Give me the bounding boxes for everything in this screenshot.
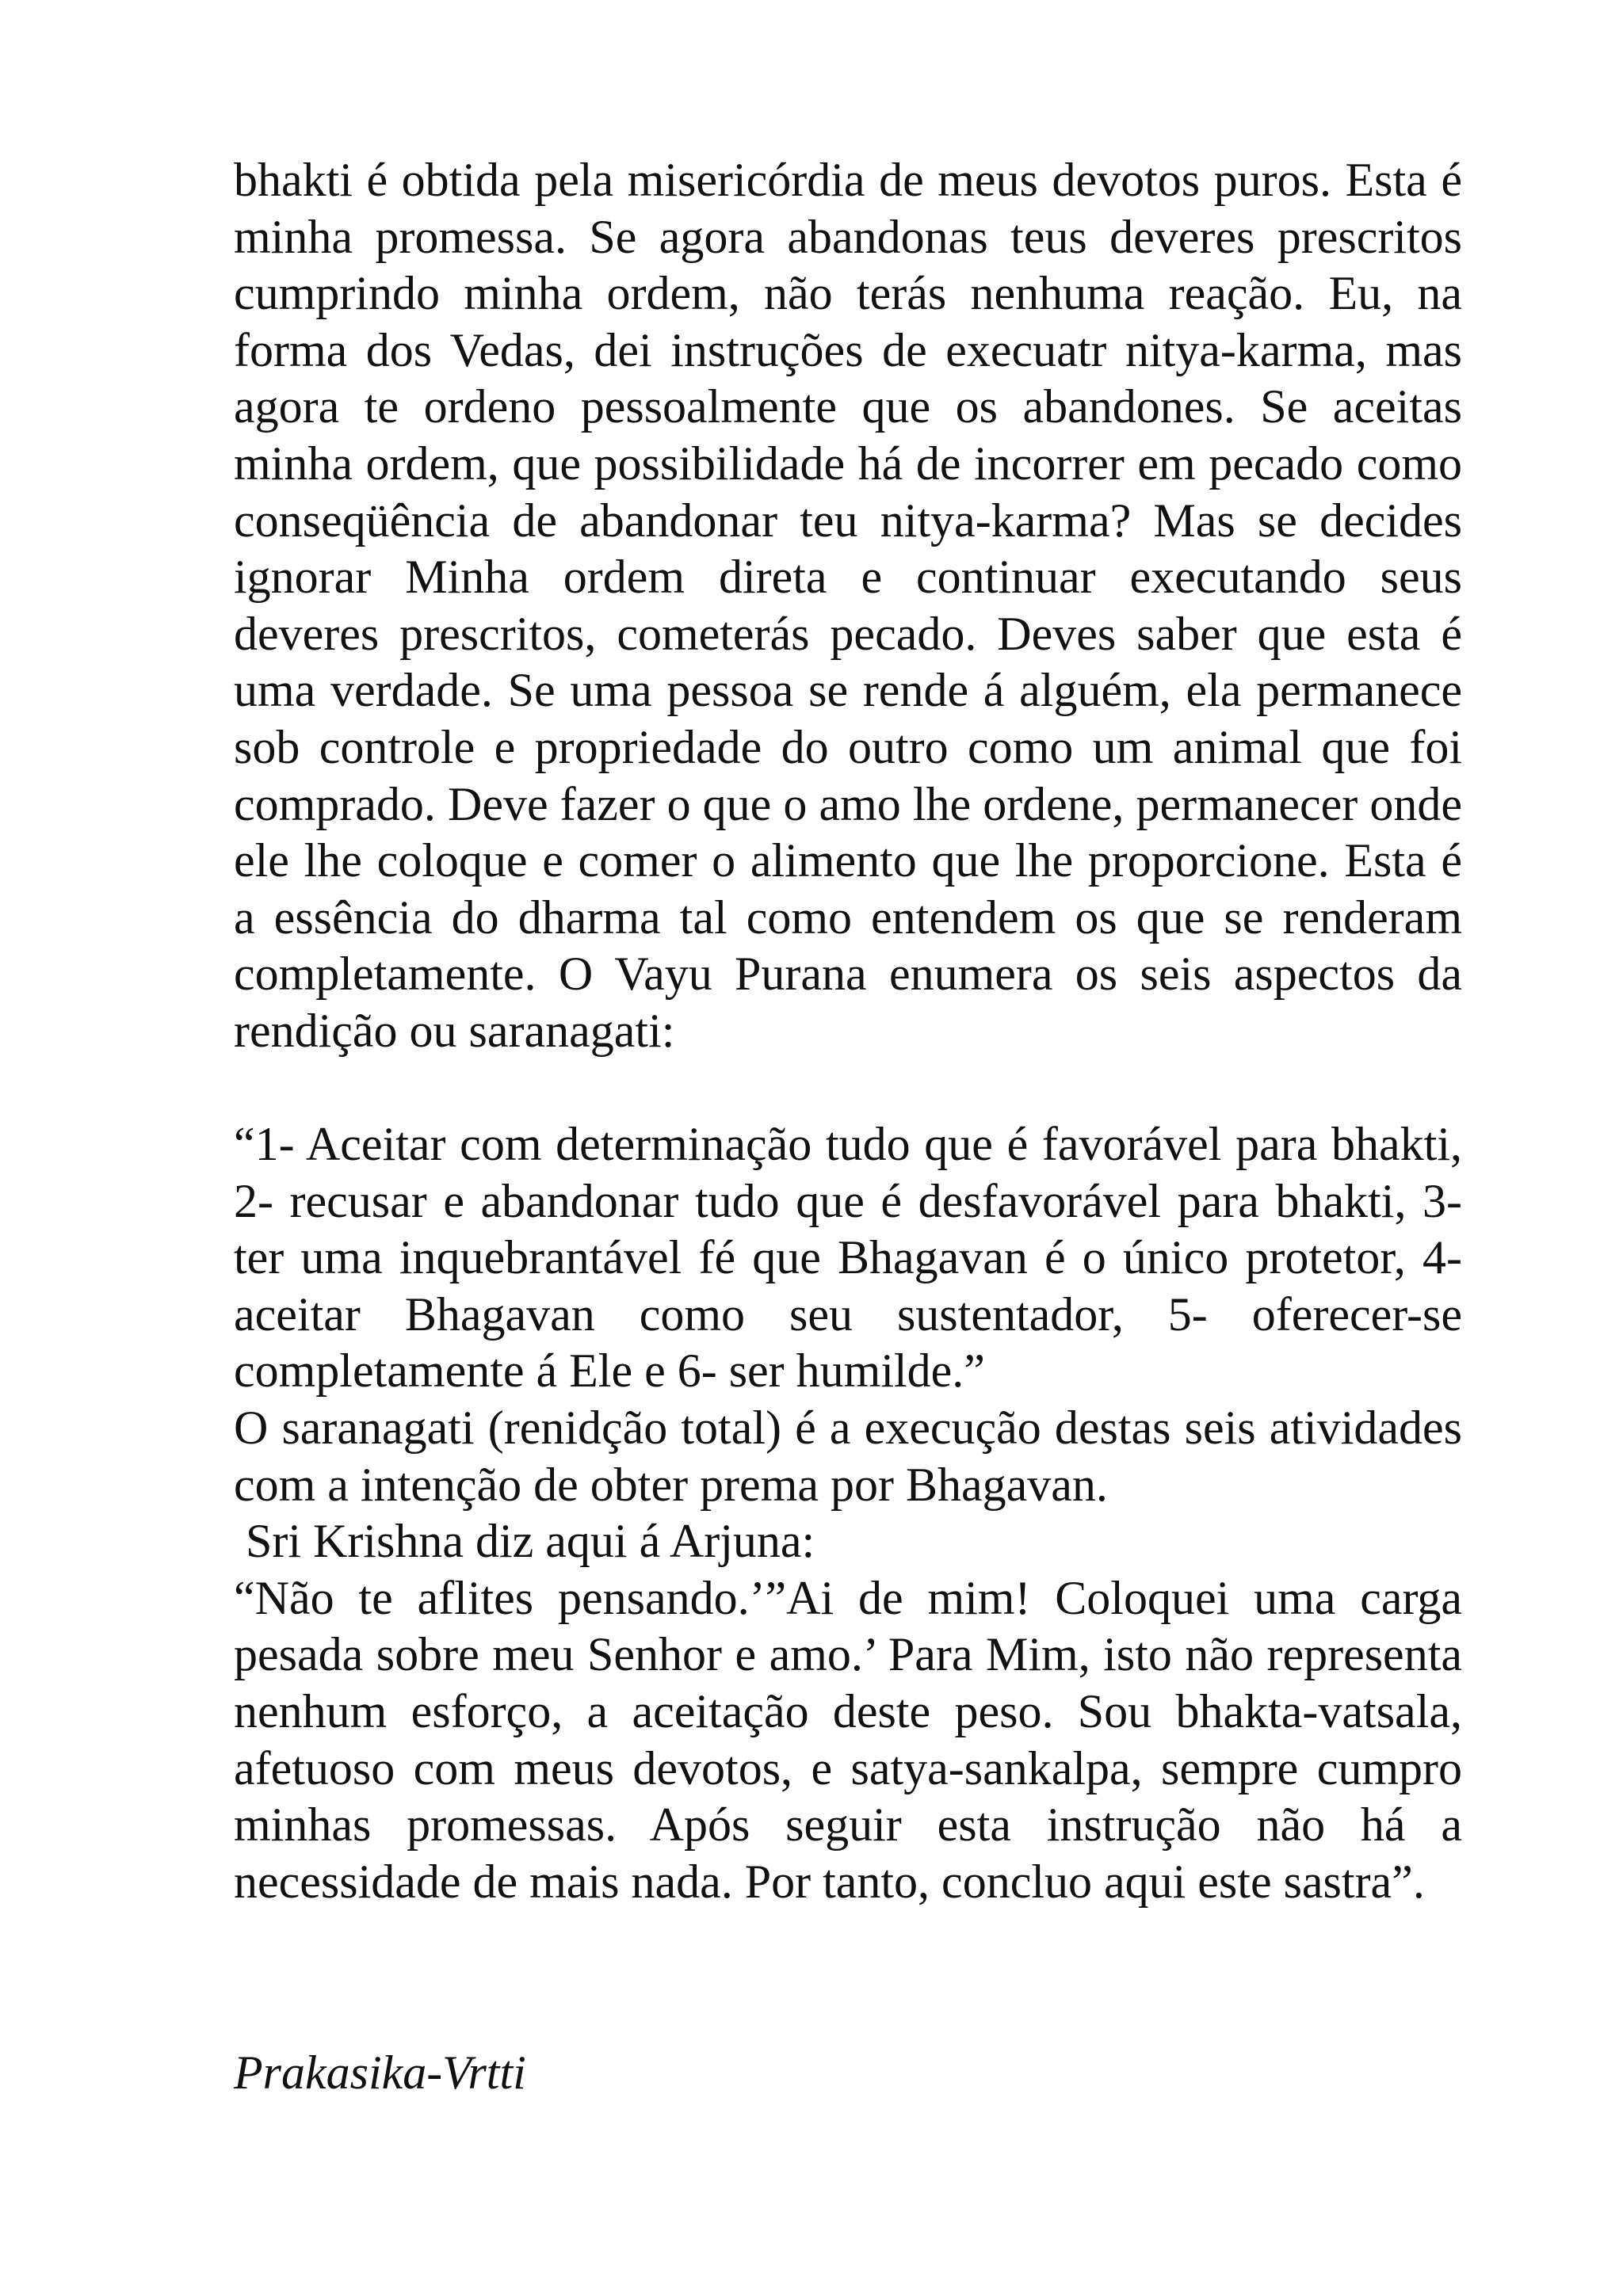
paragraph-krishna-speech: “Não te aflites pensando.’”Ai de mim! Coloquei uma carga pesada sobre meu Senhor e amo.’ Para Mim, isto não representa nenhum esforço, a aceitação deste peso. Sou bhakta-vatsala, afetuoso com meus devotos, e satya-sankalpa, sempre cumpro minhas promessas. Após seguir esta instrução não há a necessidade de mais nada. Por tanto, concluo aqui este sastra”. — [234, 1571, 1462, 1908]
paragraph-saranagati-definition: O saranagati (renidção total) é a execução destas seis atividades com a intenção de obter prema por Bhagavan. — [234, 1402, 1462, 1511]
paragraph-vayu-purana-quote: “1- Aceitar com determinação tudo que é favorável para bhakti, 2- recusar e abandonar tudo que é desfavorável para bhakti, 3- ter uma inquebrantável fé que Bhagavan é o único protetor, 4- aceitar Bhagavan como seu sustentador, 5- oferecer-se completamente á Ele e 6- ser humilde.” — [234, 1118, 1462, 1398]
section-heading: Prakasika-Vrtti — [234, 2046, 526, 2099]
paragraph-krishna-intro: Sri Krishna diz aqui á Arjuna: — [246, 1515, 815, 1568]
paragraph-spacer — [234, 1060, 1462, 1117]
paragraph-commentary: bhakti é obtida pela misericórdia de meus devotos puros. Esta é minha promessa. Se agora abandonas teus deveres prescritos cumprindo minha ordem, não terás nenhuma reação. Eu, na forma dos Vedas, dei instruções de execuatr nitya-karma, mas agora te ordeno pessoalmente que os abandones. Se aceitas minha ordem, que possibilidade há de incorrer em pecado como conseqüência de abandonar teu nitya-karma? Mas se decides ignorar Minha ordem direta e continuar executando seus deveres prescritos, cometerás pecado. Deves saber que esta é uma verdade. Se uma pessoa se rende á alguém, ela permanece sob controle e propriedade do outro como um animal que foi comprado. Deve fazer o que o amo lhe ordene, permanecer onde ele lhe coloque e comer o alimento que lhe proporcione. Esta é a essência do dharma tal como entendem os que se renderam completamente. O Vayu Purana enumera os seis aspectos da rendição ou saranagati: — [234, 154, 1462, 1057]
body-text — [234, 152, 1462, 1910]
